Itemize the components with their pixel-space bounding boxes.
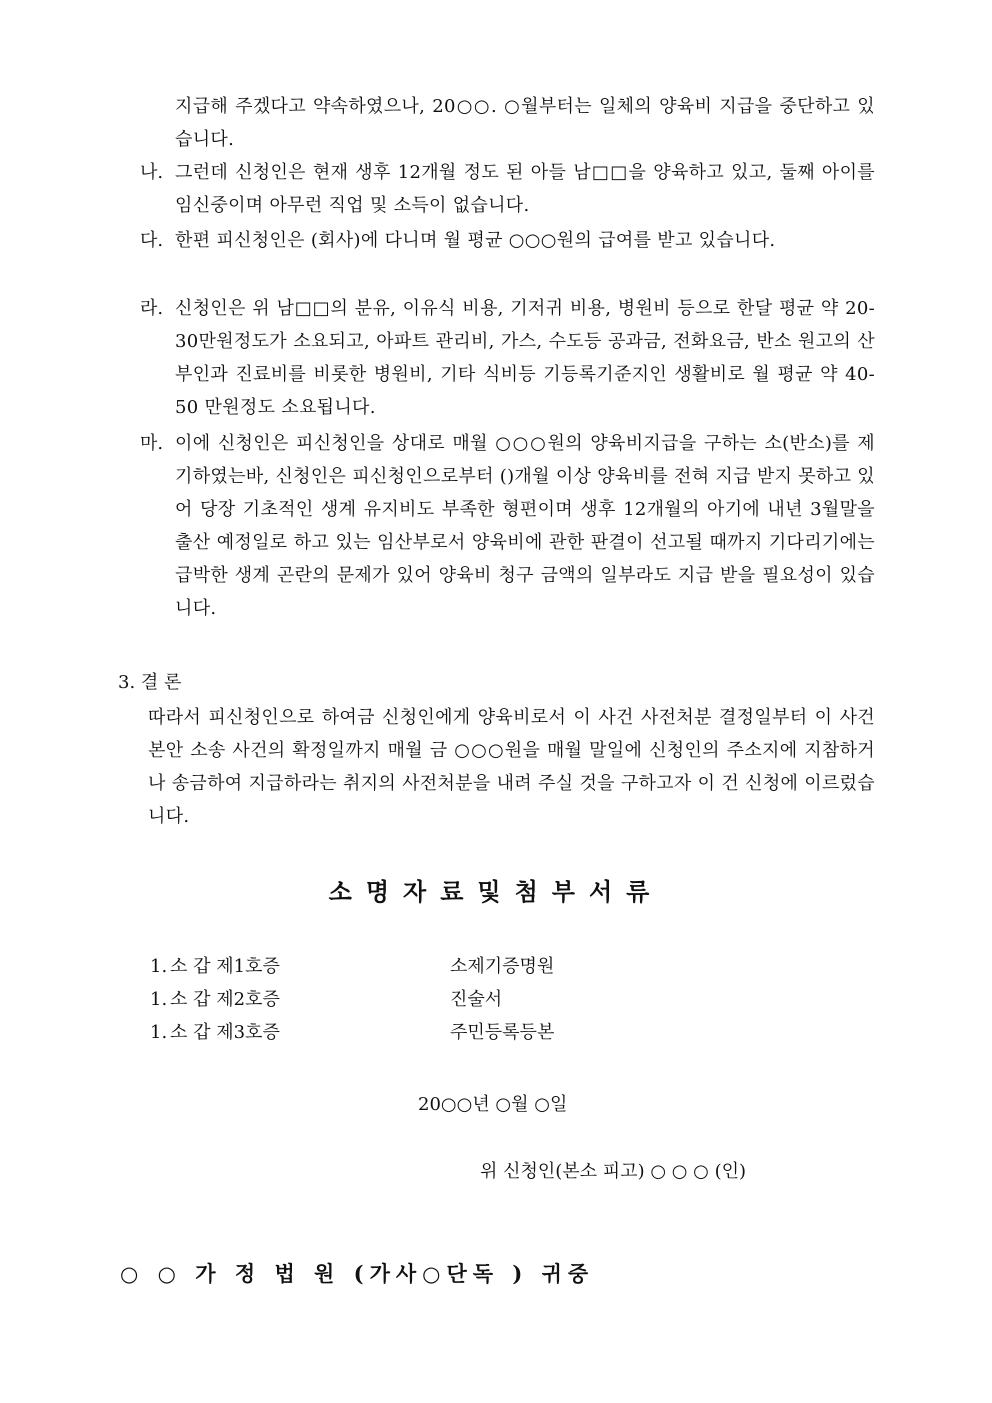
conclusion-heading: 3. 결 론	[118, 672, 182, 693]
filing-date: 20○○년 ○월 ○일	[418, 1094, 568, 1115]
list-item-ma	[140, 427, 875, 625]
list-item-text: 이에 신청인은 피신청인을 상대로 매월 ○○○원의 양육비지급을 구하는 소(반소)를 제기하였는바, 신청인은 피신청인으로부터 ()개월 이상 양육비를 전혀 지급 받지 못하고 있어 당장 기초적인 생계 유지비도 부족한 형편이며 생후 12개월의 아기에 내년 3월말을 출산 예정일로 하고 있는 임산부로서 양육비에 관한 판결이 선고될 때까지 기다리기에는 급박한 생계 곤란의 문제가 있어 양육비 청구 금액의 일부라도 지급 받을 필요성이 있습니다.	[175, 433, 875, 619]
attachment-number: 1.	[150, 1022, 168, 1043]
applicant-signature: 위 신청인(본소 피고) ○ ○ ○ (인)	[480, 1161, 747, 1182]
list-marker: 마.	[140, 433, 164, 454]
court-addressee: ○ ○ 가 정 법 원 (가사○단독 ) 귀중	[120, 1261, 595, 1286]
list-marker: 라.	[140, 298, 164, 319]
list-item-text: 신청인은 위 남□□의 분유, 이유식 비용, 기저귀 비용, 병원비 등으로 한달 평균 약 20-30만원정도가 소요되고, 아파트 관리비, 가스, 수도등 공과금, 전화요금, 반소 원고의 산부인과 진료비를 비롯한 병원비, 기타 식비등 기등록기준지인 생활비로 월 평균 약 40-50 만원정도 소요됩니다.	[175, 298, 875, 418]
conclusion-paragraph: 따라서 피신청인으로 하여금 신청인에게 양육비로서 이 사건 사전처분 결정일부터 이 사건 본안 소송 사건의 확정일까지 매월 금 ○○○원을 매월 말일에 신청인의 주소지에 지참하거나 송금하여 지급하라는 취지의 사전처분을 내려 주실 것을 구하고자 이 건 신청에 이르렀습니다.	[148, 707, 875, 827]
attachment-document: 주민등록등본	[450, 1022, 555, 1043]
list-item-ra	[140, 292, 875, 424]
list-item-text: 한편 피신청인은 (회사)에 다니며 월 평균 ○○○원의 급여를 받고 있습니다.	[175, 230, 776, 251]
list-marker: 다.	[140, 230, 164, 251]
attachment-label: 소 갑 제1호증	[170, 956, 280, 977]
attachment-number: 1.	[150, 956, 168, 977]
attachments-title: 소명자료및첨부서류	[328, 877, 664, 906]
attachment-document: 소제기증명원	[450, 956, 555, 977]
list-item-da	[140, 224, 875, 257]
list-item-text: 그런데 신청인은 현재 생후 12개월 정도 된 아들 남□□을 양육하고 있고, 둘째 아이를 임신중이며 아무런 직업 및 소득이 없습니다.	[175, 162, 875, 216]
list-item-na	[140, 156, 875, 222]
attachment-number: 1.	[150, 989, 168, 1010]
list-marker: 나.	[140, 162, 164, 183]
attachment-label: 소 갑 제2호증	[170, 989, 280, 1010]
attachment-label: 소 갑 제3호증	[170, 1022, 280, 1043]
continuation-paragraph: 지급해 주겠다고 약속하였으나, 20○○. ○월부터는 일체의 양육비 지급을 중단하고 있습니다.	[175, 96, 875, 150]
attachment-document: 진술서	[450, 989, 503, 1010]
